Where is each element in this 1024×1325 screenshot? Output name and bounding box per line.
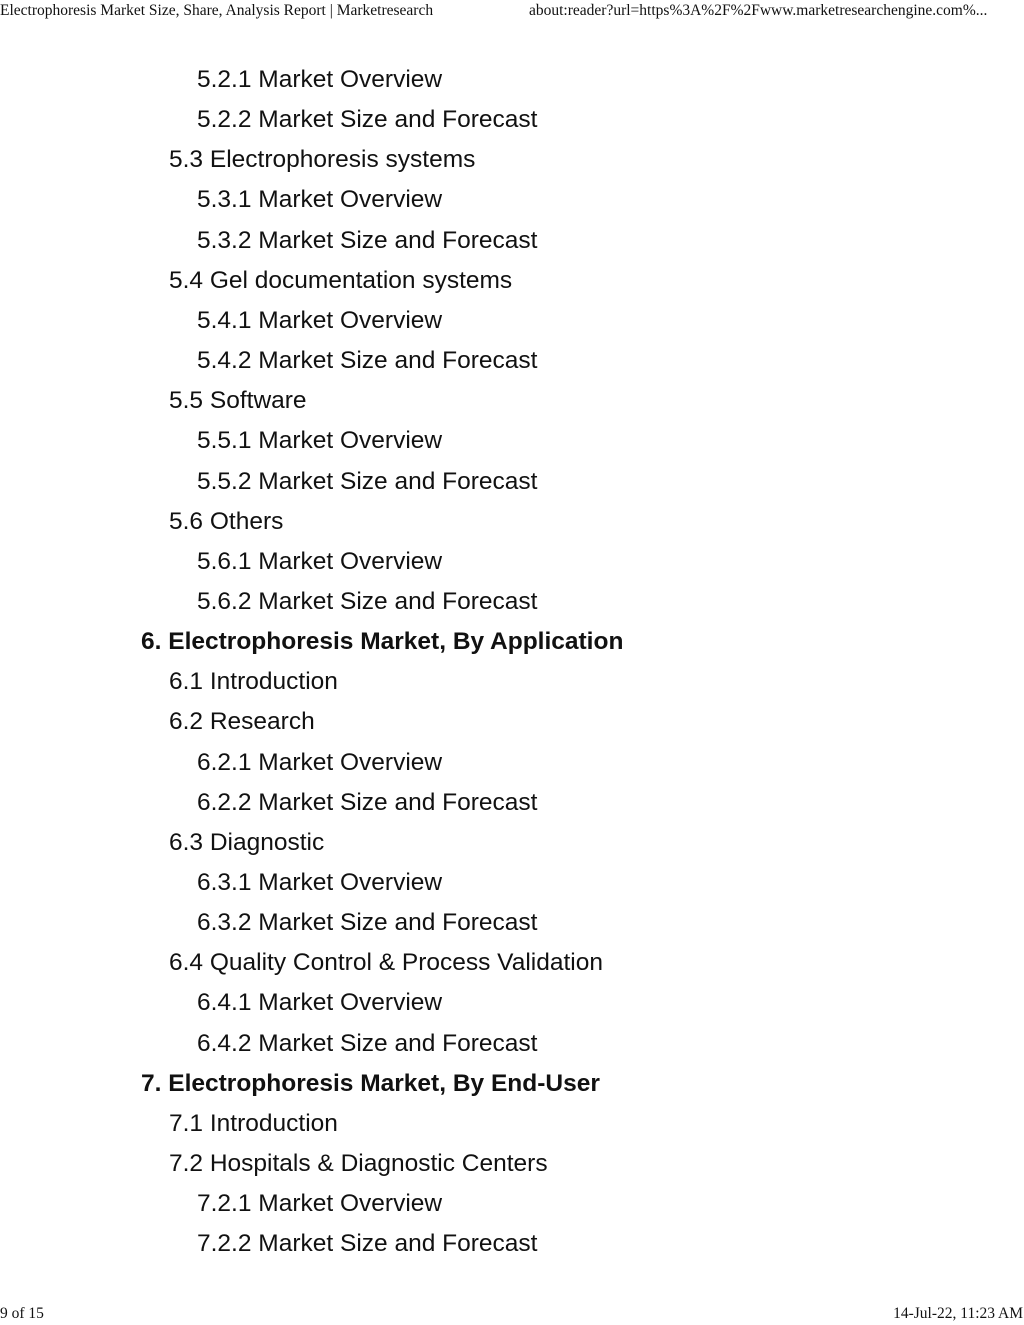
page-title: Electrophoresis Market Size, Share, Analysis Report | Marketresearch (0, 2, 434, 19)
toc-entry: 6.3.1 Market Overview (197, 869, 443, 896)
page-url: about:reader?url=https%3A%2F%2Fwww.marketresearchengine.com%... (529, 2, 988, 19)
toc-entry: 5.3.1 Market Overview (197, 186, 443, 214)
toc-entry: 7.1 Introduction (169, 1109, 338, 1137)
toc-entry: 5.4.1 Market Overview (197, 306, 443, 334)
toc-section-heading: 7. Electrophoresis Market, By End-User (141, 1069, 600, 1097)
print-footer (0, 1304, 1024, 1324)
toc-entry: 5.3 Electrophoresis systems (169, 146, 476, 174)
toc-entry: 5.4 Gel documentation systems (169, 266, 513, 294)
toc-entry: 6.2.1 Market Overview (197, 748, 443, 776)
toc-entry: 5.6 Others (169, 507, 284, 535)
toc-entry: 6.2.2 Market Size and Forecast (197, 788, 538, 816)
toc-entry: 6.2 Research (169, 708, 315, 736)
toc-entry: 5.2.2 Market Size and Forecast (197, 106, 538, 134)
toc-entry: 6.4.2 Market Size and Forecast (197, 1029, 538, 1057)
toc-entry: 6.4 Quality Control & Process Validation (169, 949, 603, 977)
toc-entry: 5.6.2 Market Size and Forecast (197, 587, 538, 615)
toc-entry: 5.5 Software (169, 387, 307, 415)
toc-entry: 5.3.2 Market Size and Forecast (197, 226, 538, 254)
print-header (0, 0, 1024, 22)
page-number: 9 of 15 (0, 1305, 44, 1322)
toc-entry: 5.6.1 Market Overview (197, 547, 443, 575)
toc-entry: 5.5.2 Market Size and Forecast (197, 467, 538, 495)
toc-entry: 6.4.1 Market Overview (197, 989, 443, 1017)
toc-section-heading: 6. Electrophoresis Market, By Application (141, 628, 624, 656)
toc-entry: 5.5.1 Market Overview (197, 427, 443, 455)
toc-entry: 7.2.2 Market Size and Forecast (197, 1230, 538, 1258)
toc-entry: 5.2.1 Market Overview (197, 66, 443, 93)
toc-entry: 5.4.2 Market Size and Forecast (197, 347, 538, 375)
toc-entry: 6.1 Introduction (169, 668, 338, 696)
print-datetime: 14-Jul-22, 11:23 AM (893, 1305, 1023, 1322)
toc-entry: 7.2.1 Market Overview (197, 1190, 443, 1218)
toc-entry: 6.3.2 Market Size and Forecast (197, 909, 538, 937)
toc-entry: 6.3 Diagnostic (169, 828, 325, 856)
toc-entry: 7.2 Hospitals & Diagnostic Centers (169, 1150, 548, 1178)
